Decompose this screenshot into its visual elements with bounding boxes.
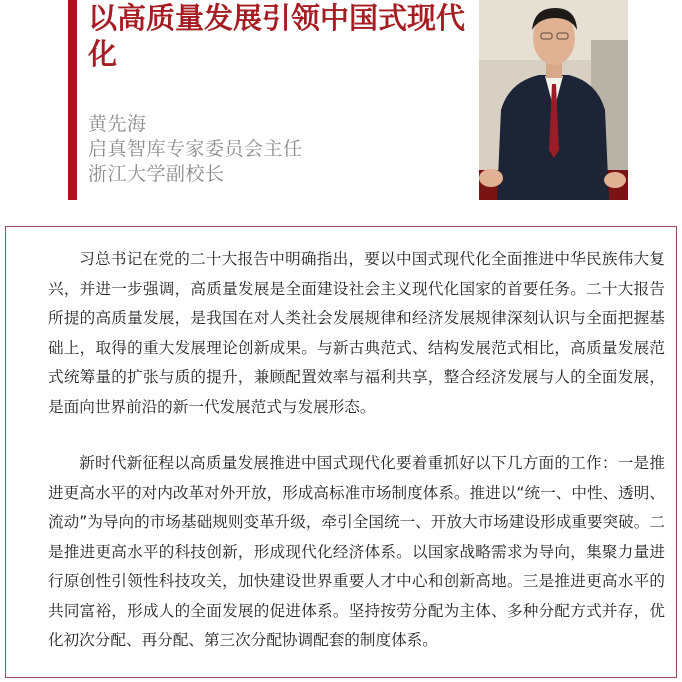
paragraph-2: 新时代新征程以高质量发展推进中国式现代化要着重抓好以下几方面的工作：一是推进更高水平的对内改革对外开放，形成高标准市场制度体系。推进以“统一、中性、透明、流动”为导向的市场基础规则变革升级，牵引全国统一、开放大市场建设形成重要突破。二是推进更高水平的科技创新，形成现代化经济体系。以国家战略需求为导向，集聚力量进行原创性引领性科技攻关，加快建设世界重要人才中心和创新高地。三是推进更高水平的共同富裕，形成人的全面发展的促进体系。坚持按劳分配为主体、多种分配方式并存，优化初次分配、再分配、第三次分配协调配套的制度体系。: [48, 454, 665, 649]
author-portrait-image: [479, 0, 628, 200]
article-title: 以高质量发展引领中国式现代化: [88, 1, 466, 71]
author-block: [88, 112, 468, 187]
author-role: 启真智库专家委员会主任: [88, 138, 303, 160]
author-position: 浙江大学副校长: [88, 163, 225, 185]
article-header: [0, 0, 682, 205]
paragraph-1: 习总书记在党的二十大报告中明确指出，要以中国式现代化全面推进中华民族伟大复兴，并进一步强调，高质量发展是全面建设社会主义现代化国家的首要任务。二十大报告所提的高质量发展，是我国在对人类社会发展规律和经济发展规律深刻认识与全面把握基础上，取得的重大发展理论创新成果。与新古典范式、结构发展范式相比，高质量发展范式统筹量的扩张与质的提升，兼顾配置效率与福利共享，整合经济发展与人的全面发展，是面向世界前沿的新一代发展范式与发展形态。: [48, 250, 665, 416]
accent-bar: [68, 0, 77, 200]
author-photo: [479, 0, 628, 200]
author-name: 黄先海: [88, 113, 147, 135]
article-body: [5, 226, 677, 678]
